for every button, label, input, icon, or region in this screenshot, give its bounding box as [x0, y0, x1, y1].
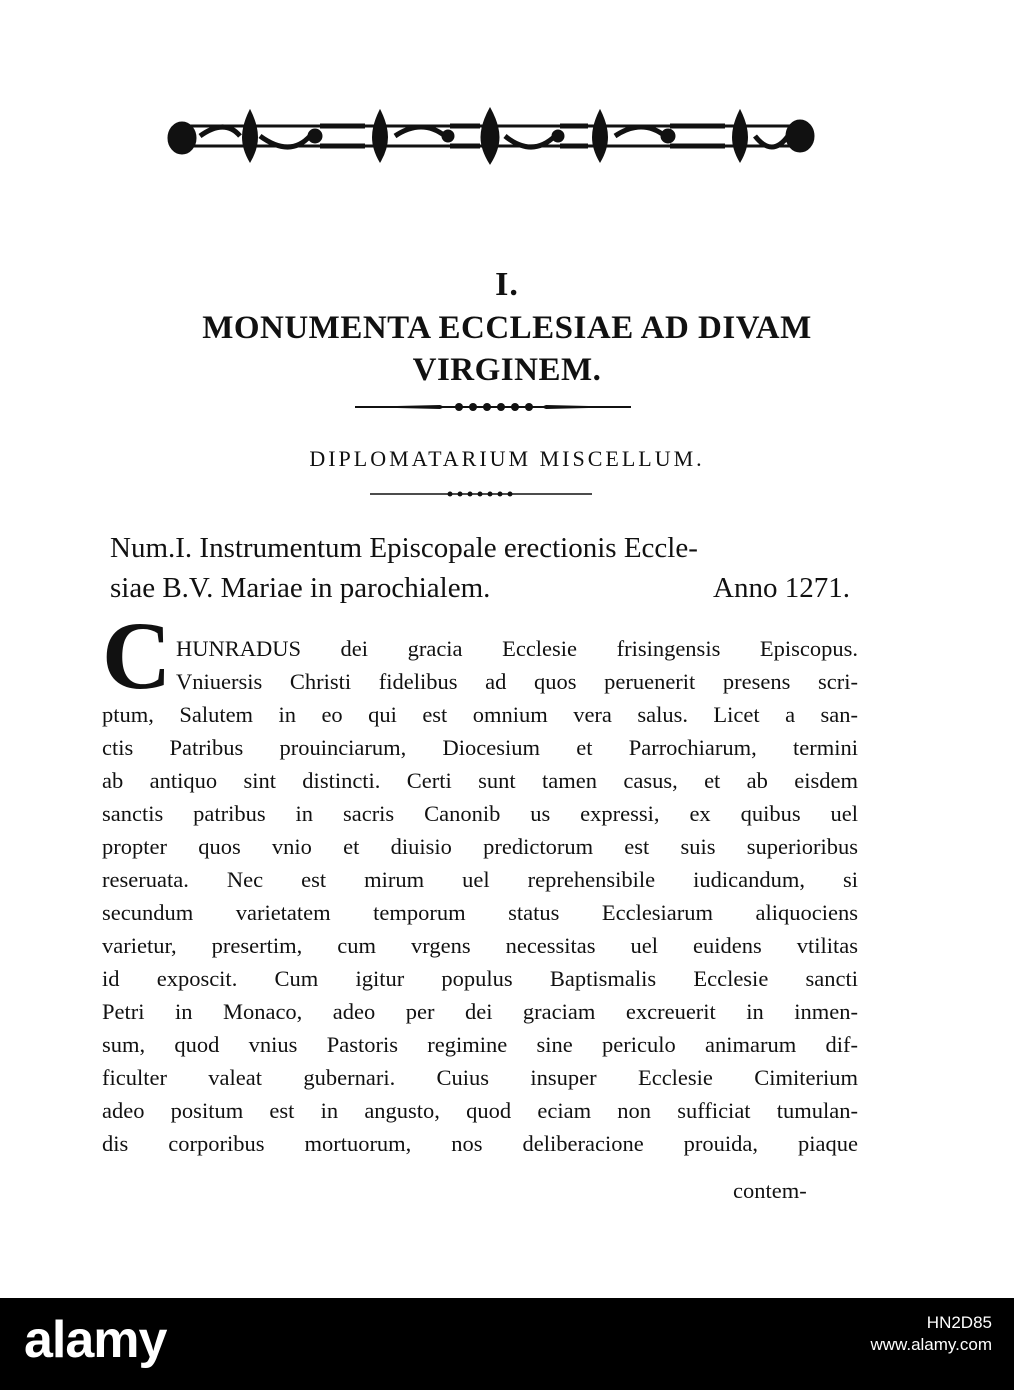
body-line: Petri in Monaco, adeo per dei graciam excreuerit in inmen-	[102, 999, 858, 1024]
section-numeral: I.	[495, 266, 519, 303]
body-line: dis corporibus mortuorum, nos deliberacione prouida, piaque	[102, 1131, 858, 1156]
body-line: ptum, Salutem in eo qui est omnium vera salus. Licet a san-	[102, 702, 858, 727]
body-line: reseruata. Nec est mirum uel reprehensibile iudicandum, si	[102, 867, 858, 892]
watermark-id	[870, 1312, 992, 1356]
document-heading-line-2	[110, 572, 850, 605]
document-heading-text: siae B.V. Mariae in parochialem.	[110, 572, 491, 604]
subtitle: DIPLOMATARIUM MISCELLUM.	[309, 446, 705, 471]
body-line: sum, quod vnius Pastoris regimine sine periculo animarum dif-	[102, 1032, 858, 1057]
divider-rule-small	[370, 486, 592, 502]
watermark-logo: alamy	[24, 1311, 167, 1369]
catchword: contem-	[733, 1178, 807, 1203]
watermark-site: www.alamy.com	[870, 1335, 992, 1354]
body-line: varietur, presertim, cum vrgens necessitas uel euidens vtilitas	[102, 933, 858, 958]
ornament-band-icon	[160, 100, 820, 172]
body-line: HUNRADUS dei gracia Ecclesie frisingensis Episcopus.	[176, 636, 858, 661]
section-title-line-2: VIRGINEM.	[412, 352, 602, 388]
document-year: Anno 1271.	[713, 572, 850, 604]
document-heading-line-1: Num.I. Instrumentum Episcopale erectionis Eccle-	[110, 532, 698, 564]
body-line: secundum varietatem temporum status Ecclesiarum aliquociens	[102, 900, 858, 925]
divider-rule	[355, 396, 631, 418]
section-title-line-1: MONUMENTA ECCLESIAE AD DIVAM	[202, 310, 812, 346]
drop-cap: C	[102, 602, 172, 709]
watermark-image-id: HN2D85	[926, 1313, 992, 1332]
body-line: id exposcit. Cum igitur populus Baptismalis Ecclesie sancti	[102, 966, 858, 991]
body-line: sanctis patribus in sacris Canonib us expressi, ex quibus uel	[102, 801, 858, 826]
body-line: ficulter valeat gubernari. Cuius insuper Ecclesie Cimiterium	[102, 1065, 858, 1090]
body-line: adeo positum est in angusto, quod eciam non sufficiat tumulan-	[102, 1098, 858, 1123]
body-line: ctis Patribus prouinciarum, Diocesium et Parrochiarum, termini	[102, 735, 858, 760]
body-line: propter quos vnio et diuisio predictorum est suis superioribus	[102, 834, 858, 859]
body-line: Vniuersis Christi fidelibus ad quos peruenerit presens scri-	[176, 669, 858, 694]
body-line: ab antiquo sint distincti. Certi sunt tamen casus, et ab eisdem	[102, 768, 858, 793]
